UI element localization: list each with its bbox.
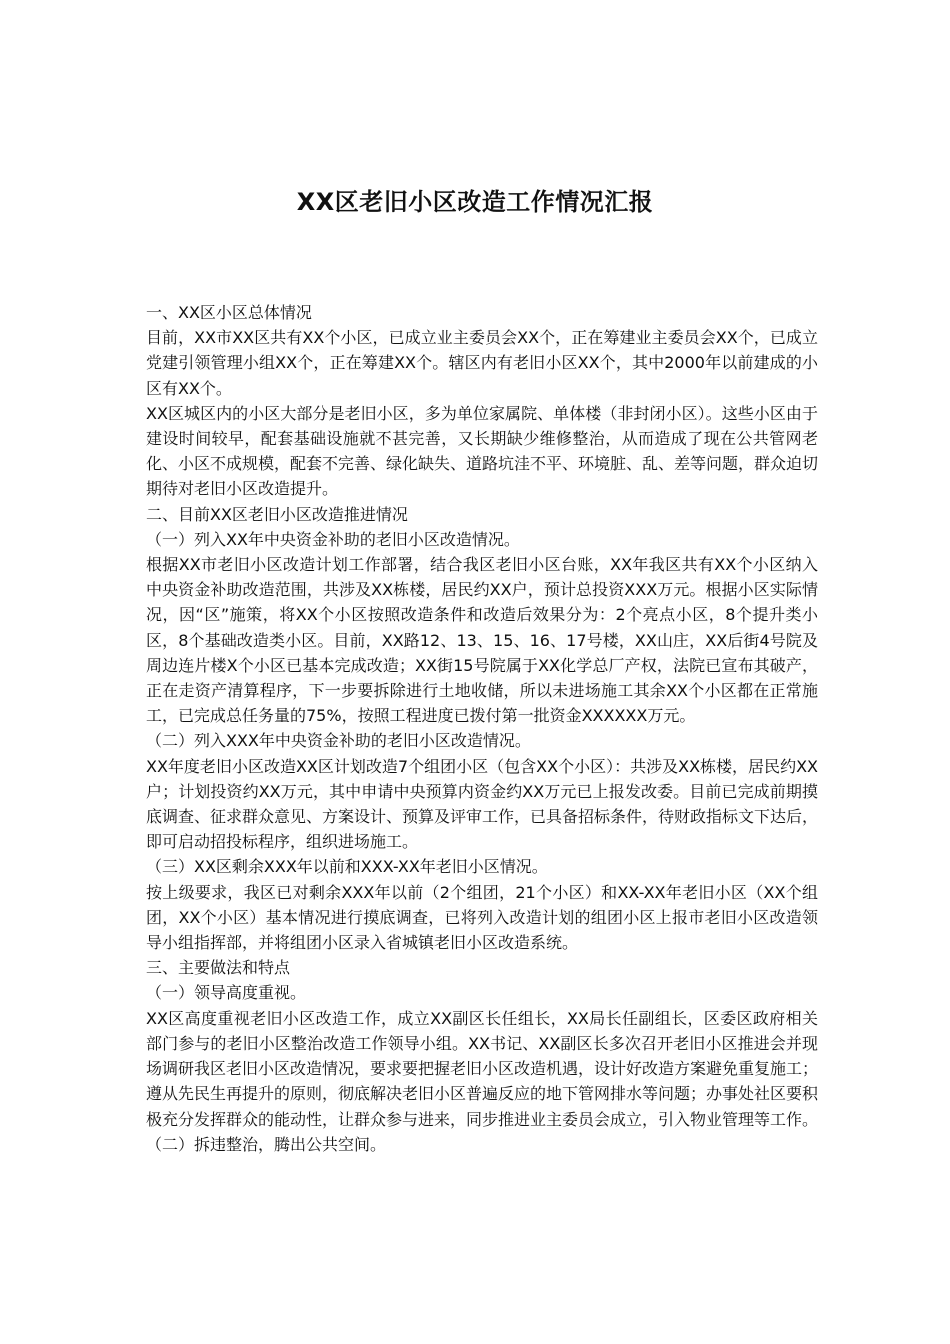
paragraph: XX年度老旧小区改造XX区计划改造7个组团小区（包含XX个小区）：共涉及XX栋楼，居民约XX户；计划投资约XX万元，其中申请中央预算内资金约XX万元已上报发改委。目前已完成前期摸底调查、征求群众意见、方案设计、预算及评审工作，已具备招标条件，待财政指标文下达后，即可启动招投标程序，组织进场施工。 <box>146 756 819 852</box>
heading-section-1: 一、XX区小区总体情况 <box>146 303 312 322</box>
heading-section-2: 二、目前XX区老旧小区改造推进情况 <box>146 504 408 524</box>
paragraph: 按上级要求，我区已对剩余XXX年以前（2个组团，21个小区）和XX-XX年老旧小区（XX个组团，XX个小区）基本情况进行摸底调查，已将列入改造计划的组团小区上报市老旧小区改造领导小组指挥部，并将组团小区录入省城镇老旧小区改造系统。 <box>146 882 818 953</box>
paragraph: XX区高度重视老旧小区改造工作，成立XX副区长任组长，XX局长任副组长，区委区政府相关部门参与的老旧小区整治改造工作领导小组。XX书记、XX副区长多次召开老旧小区推进会并现场调研我区老旧小区改造情况，要求要把握老旧小区改造机遇，设计好改造方案避免重复施工；遵从先民生再提升的原则，彻底解决老旧小区普遍反应的地下管网排水等问题；办事处社区要积极充分发挥群众的能动性，让群众参与进来，同步推进业主委员会成立，引入物业管理等工作。 <box>146 1008 819 1129</box>
paragraph: 目前，XX市XX区共有XX个小区，已成立业主委员会XX个，正在筹建业主委员会XX个，已成立党建引领管理小组XX个，正在筹建XX个。辖区内有老旧小区XX个，其中2000年以前建成的小区有XX个。 <box>146 328 818 398</box>
subheading: （一）列入XX年中央资金补助的老旧小区改造情况。 <box>146 529 520 549</box>
subheading: （二）拆违整治，腾出公共空间。 <box>146 1134 387 1154</box>
document-title: XX区老旧小区改造工作情况汇报 <box>296 188 654 216</box>
subheading: （三）XX区剩余XXX年以前和XXX-XX年老旧小区情况。 <box>146 857 548 877</box>
subheading: （一）领导高度重视。 <box>146 983 307 1003</box>
document-body <box>146 300 818 1157</box>
paragraph: 根据XX市老旧小区改造计划工作部署，结合我区老旧小区台账，XX年我区共有XX个小区纳入中央资金补助改造范围，共涉及XX栋楼，居民约XX户，预计总投资XXX万元。根据小区实际情况，因“区”施策，将XX个小区按照改造条件和改造后效果分为：2个亮点小区，8个提升类小区，8个基础改造类小区。目前，XX路12、13、15、16、17号楼，XX山庄，XX后街4号院及周边连片楼X个小区已基本完成改造；XX街15号院属于XX化学总厂产权，法院已宣布其破产，正在走资产清算程序，下一步要拆除进行土地收储，所以未进场施工其余XX个小区都在正常施工，已完成总任务量的75%，按照工程进度已拨付第一批资金XXXXXX万元。 <box>146 555 818 726</box>
paragraph: XX区城区内的小区大部分是老旧小区，多为单位家属院、单体楼（非封闭小区）。这些小区由于建设时间较早，配套基础设施就不甚完善，又长期缺少维修整治，从而造成了现在公共管网老化、小区不成规模，配套不完善、绿化缺失、道路坑洼不平、环境脏、乱、差等问题，群众迫切期待对老旧小区改造提升。 <box>146 403 819 499</box>
heading-section-3: 三、主要做法和特点 <box>146 958 291 978</box>
subheading: （二）列入XXX年中央资金补助的老旧小区改造情况。 <box>146 731 531 751</box>
